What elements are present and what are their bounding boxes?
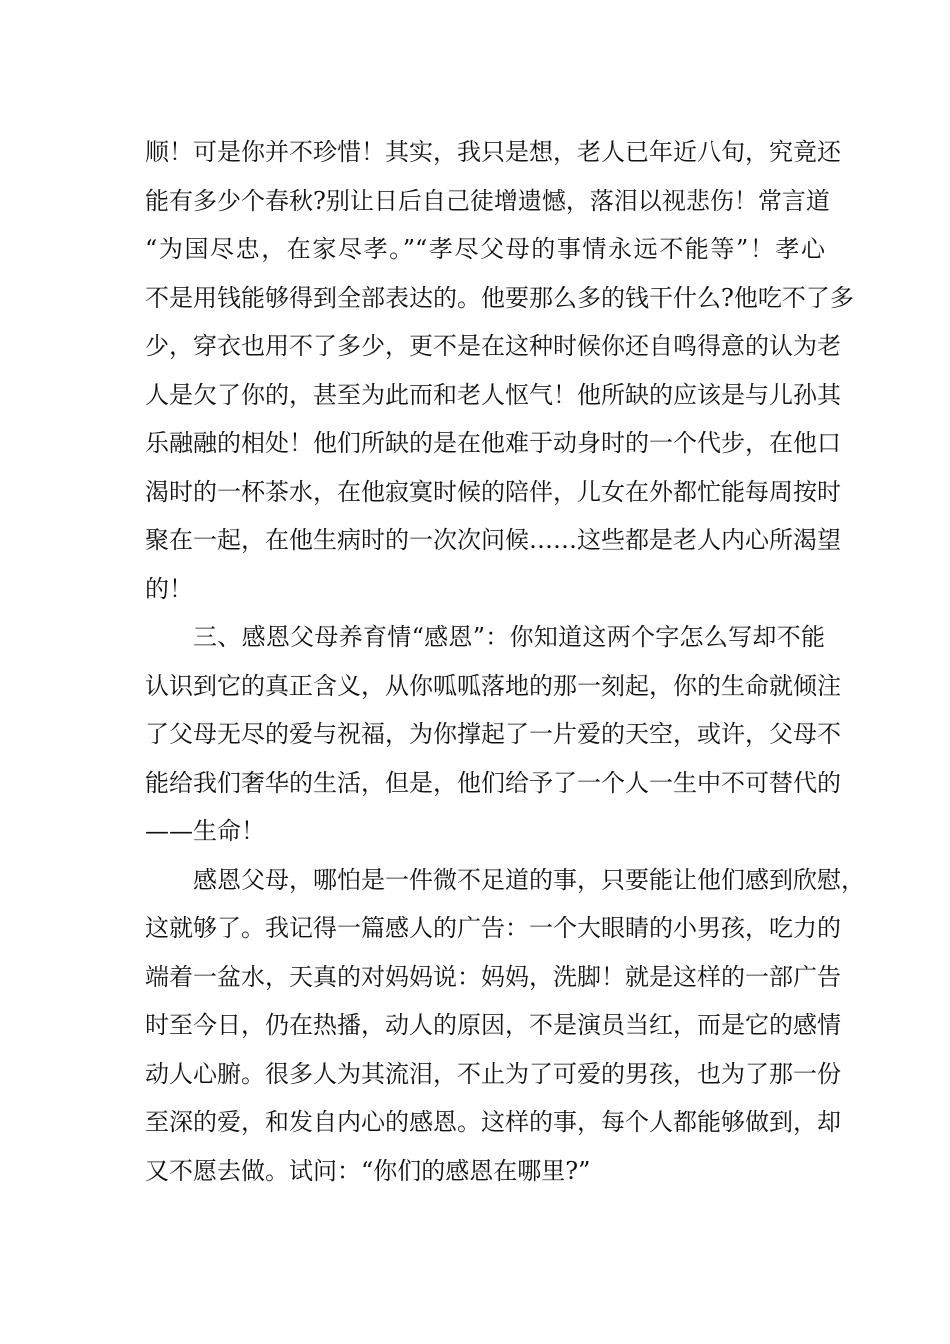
text-line: 三、感恩父母养育情“感恩”：你知道这两个字怎么写却不能: [193, 623, 825, 651]
text-line: 认识到它的真正含义，从你呱呱落地的那一刻起，你的生命就倾注: [145, 671, 841, 700]
text-line: 不是用钱能够得到全部表达的。他要那么多的钱干什么?他吃不了多: [145, 283, 854, 312]
text-line: 端着一盆水，天真的对妈妈说：妈妈，洗脚！就是这样的一部广告: [145, 962, 841, 991]
text-line: “为国尽忠，在家尽孝。”“孝尽父母的事情永远不能等”！孝心: [145, 235, 825, 263]
text-line: 能有多少个春秋?别让日后自己徒增遗憾，落泪以视悲伤！常言道: [145, 186, 830, 215]
document-body: [145, 128, 865, 1195]
text-line: 又不愿去做。试问：“你们的感恩在哪里?”: [145, 1156, 591, 1185]
text-line: 人是欠了你的，甚至为此而和老人怄气！他所缺的应该是与儿孙其: [145, 380, 841, 409]
text-line: 的！: [145, 574, 193, 603]
text-line: ——生命！: [145, 817, 265, 845]
text-line: 聚在一起，在他生病时的一次次问候……这些都是老人内心所渴望: [145, 526, 841, 554]
text-line: 少，穿衣也用不了多少，更不是在这种时候你还自鸣得意的认为老: [145, 332, 841, 360]
text-line: 时至今日，仍在热播，动人的原因，不是演员当红，而是它的感情: [145, 1011, 841, 1039]
text-line: 动人心腑。很多人为其流泪，不止为了可爱的男孩，也为了那一份: [145, 1059, 841, 1088]
text-line: 至深的爱，和发自内心的感恩。这样的事，每个人都能够做到，却: [145, 1108, 841, 1136]
text-line: 乐融融的相处！他们所缺的是在他难于动身时的一个代步，在他口: [145, 429, 841, 457]
text-line: 感恩父母，哪怕是一件微不足道的事，只要能让他们感到欣慰，: [193, 865, 865, 894]
text-line: 渴时的一杯茶水，在他寂寞时候的陪伴，儿女在外都忙能每周按时: [145, 477, 841, 506]
text-line: 能给我们奢华的生活，但是，他们给予了一个人一生中不可替代的: [145, 768, 841, 797]
text-line: 这就够了。我记得一篇感人的广告：一个大眼睛的小男孩，吃力的: [145, 914, 841, 942]
text-line: 顺！可是你并不珍惜！其实，我只是想，老人已年近八旬，究竟还: [145, 138, 841, 166]
text-line: 了父母无尽的爱与祝福，为你撑起了一片爱的天空，或许，父母不: [145, 720, 841, 748]
